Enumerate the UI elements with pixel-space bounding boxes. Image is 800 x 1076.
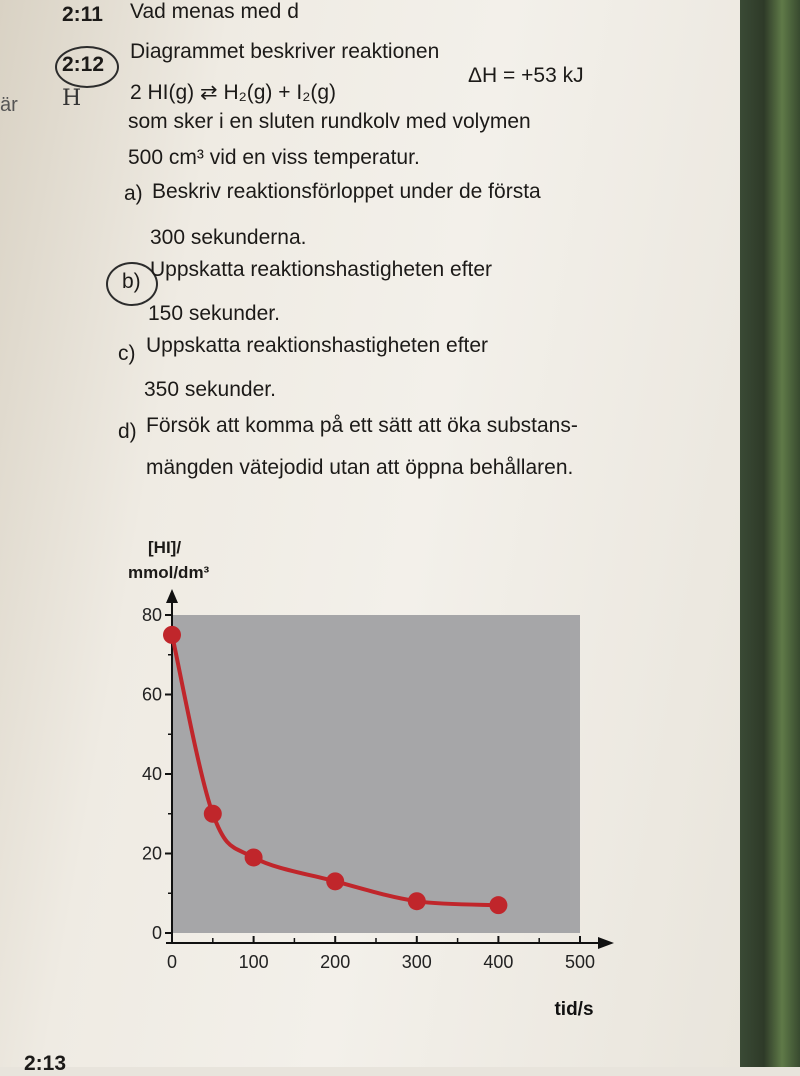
x-tick-label: 100 xyxy=(238,952,269,972)
margin-text: är xyxy=(0,94,18,116)
reaction-equation: 2 HI(g) ⇄ H₂(g) + I₂(g) xyxy=(130,81,337,104)
item-a-label: a) xyxy=(124,182,143,205)
data-point xyxy=(245,848,263,866)
x-tick-label: 0 xyxy=(166,952,178,972)
y-tick-label: 0 xyxy=(151,923,162,943)
data-point xyxy=(489,896,507,914)
next-exercise-number: 2:13 xyxy=(24,1052,67,1075)
item-a-text-2: 300 sekunderna. xyxy=(150,226,307,249)
exercise-intro: Diagrammet beskriver reaktionen xyxy=(130,40,440,63)
previous-exercise-text: Vad menas med d xyxy=(130,0,299,23)
x-tick-label: 500 xyxy=(564,952,596,972)
data-point xyxy=(163,626,181,644)
item-c-text: Uppskatta reaktionshastigheten efter xyxy=(146,334,489,357)
item-d-text: Försök att komma på ett sätt att öka substans- xyxy=(146,414,578,437)
enthalpy-value: ΔH = +53 kJ xyxy=(468,64,584,87)
handwritten-mark: H xyxy=(62,86,82,111)
y-tick-label: 40 xyxy=(141,764,162,784)
item-a-text: Beskriv reaktionsförloppet under de första xyxy=(152,180,541,203)
plot-area xyxy=(172,615,580,933)
y-axis-label-line-2: mmol/dm³ xyxy=(128,563,210,582)
data-point xyxy=(204,805,222,823)
y-tick-label: 60 xyxy=(141,684,162,705)
y-axis-arrow xyxy=(166,589,178,603)
x-axis-label: tid/s xyxy=(554,999,594,1020)
item-d-label: d) xyxy=(118,420,137,443)
y-tick-label: 20 xyxy=(141,843,162,864)
exercise-line-3: 500 cm³ vid en viss temperatur. xyxy=(128,146,420,169)
previous-exercise-number: 2:11 xyxy=(62,3,103,26)
exercise-line-2: som sker i en sluten rundkolv med volymen xyxy=(128,110,531,133)
data-point xyxy=(408,892,426,910)
x-axis-arrow xyxy=(598,937,614,949)
item-b-text-2: 150 sekunder. xyxy=(148,302,280,325)
x-tick-label: 300 xyxy=(401,952,432,972)
y-tick-label: 80 xyxy=(141,605,162,625)
x-tick-label: 200 xyxy=(320,952,351,972)
data-point xyxy=(326,872,344,890)
y-axis-label-line-1: [HI]/ xyxy=(148,538,182,557)
item-c-label: c) xyxy=(118,342,136,365)
item-c-text-2: 350 sekunder. xyxy=(144,378,276,401)
exercise-number: 2:12 xyxy=(62,53,105,76)
x-tick-label: 400 xyxy=(483,952,514,972)
item-b-text: Uppskatta reaktionshastigheten efter xyxy=(150,258,493,281)
item-b-label: b) xyxy=(122,270,141,293)
item-d-text-2: mängden vätejodid utan att öppna behållaren. xyxy=(146,456,574,479)
